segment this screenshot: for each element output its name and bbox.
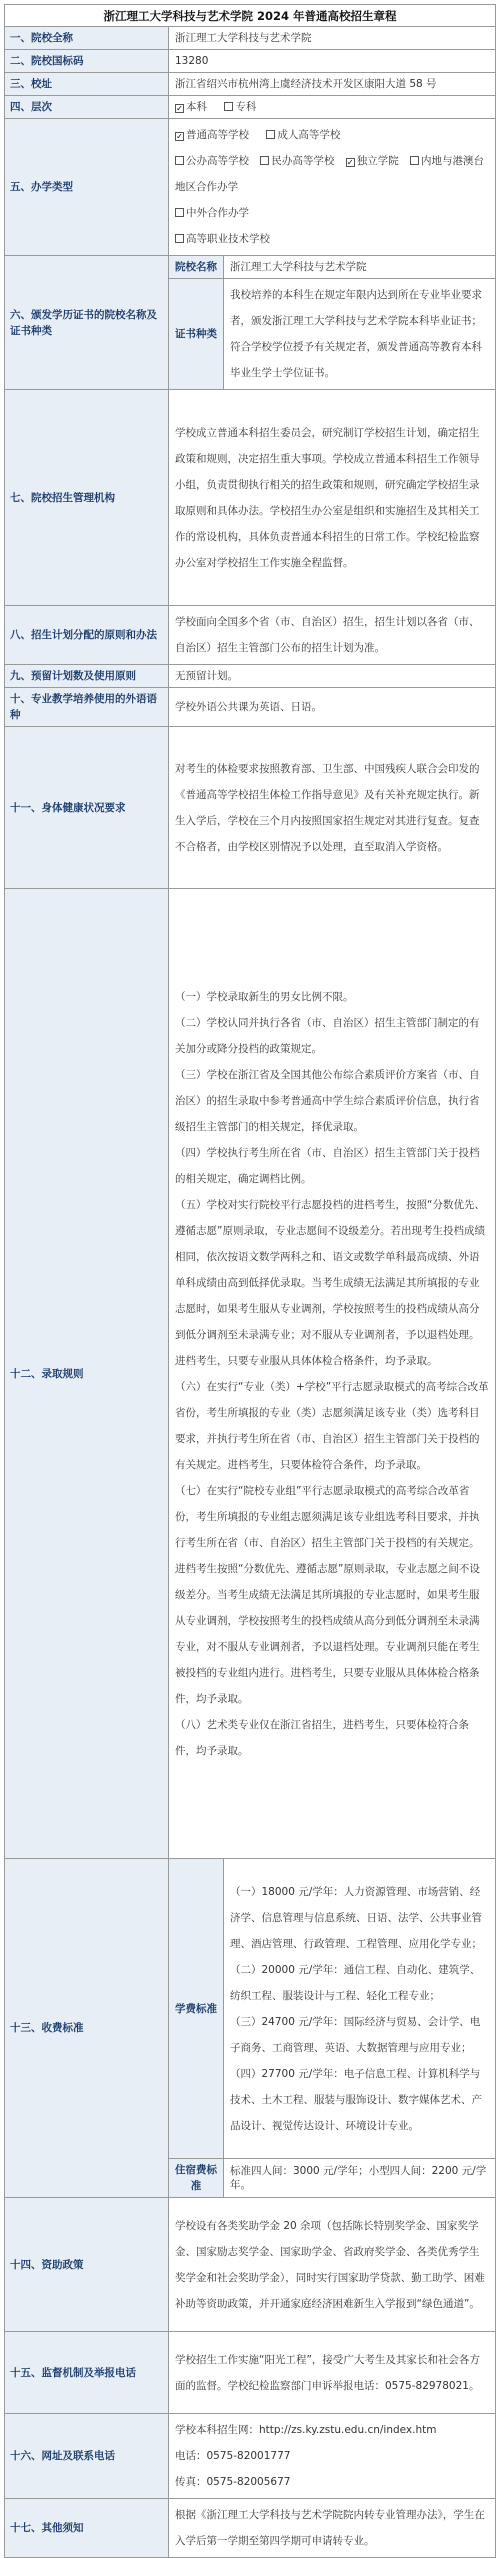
row-label: 二、院校国标码 (5, 50, 169, 73)
checkbox-empty-icon (224, 102, 233, 111)
row-admission-rules (5, 889, 496, 1859)
sub-label: 住宿费标准 (169, 2159, 224, 2198)
checkbox-checked-icon: ✓ (176, 104, 183, 113)
row-label: 十六、网址及联系电话 (5, 2414, 169, 2499)
option-hk-macau-taiwan: 内地与港澳台地区合作办学 (175, 155, 485, 193)
option-sino-foreign: 中外合作办学 (175, 207, 249, 219)
row-supervision (5, 2332, 496, 2414)
sub-value: 标准四人间：3000 元/学年；小型四人间：2200 元/学年。 (224, 2159, 496, 2198)
admission-rules (169, 889, 496, 1859)
rule-paragraph: （六）在实行“专业（类）+学校”平行志愿录取模式的高考综合改革省份，考生所填报的专业（类）志愿须满足该专业（类）选考科目要求，并执行考生所在省（市、自治区）招生主管部门关于投档的有关规定。进档考生，只要体检符合条件，均予录取。 (175, 1380, 489, 1471)
rule-paragraph: （四）学校执行考生所在省（市、自治区）招生主管部门关于投档的相关规定，确定调档比例。 (175, 1146, 480, 1185)
row-label: 七、院校招生管理机构 (5, 390, 169, 606)
option-vocational: 高等职业技术学校 (175, 233, 270, 245)
row-financial-aid (5, 2198, 496, 2332)
row-value: 学校设有各类奖助学金 20 余项（包括陈长特别奖学金、国家奖学金、国家励志奖学金、国家助学金、省政府奖学金、各类优秀学生奖学金和社会奖助学金），同时实行国家助学贷款、勤工助学、困难补助等资助政策，并开通家庭经济困难新生入学报到“绿色通道”。 (169, 2198, 496, 2332)
fax-number: 传真：0575-82005677 (175, 2476, 291, 2488)
row-value: 浙江省绍兴市杭州湾上虞经济技术开发区康阳大道 58 号 (169, 73, 496, 96)
row-health-requirements (5, 727, 496, 889)
row-value: 学校外语公共课为英语、日语。 (169, 688, 496, 727)
row-label: 四、层次 (5, 96, 169, 119)
checkbox-empty-icon (266, 130, 275, 139)
row-other-notes (5, 2499, 496, 2558)
option-junior-college: 专科 (224, 101, 256, 113)
row-school-name (5, 27, 496, 50)
checkbox-checked-icon: ✓ (176, 132, 183, 141)
option-private: 民办高等学校 (260, 155, 334, 167)
row-reserved-plan (5, 665, 496, 688)
rule-paragraph: （五）学校对实行院校平行志愿投档的进档考生，按照“分数优先、遵循志愿”原则录取，专业志愿间不设级差分。若出现考生投档成绩相同，依次按语文数学两科之和、语文或数学单科最高成绩、外语单科成绩由高到低择优录取。当考生成绩无法满足其所填报的专业志愿时，如果考生服从专业调剂，学校按照考生的投档成绩从高分到低分调剂至未录满专业；对不服从专业调剂者，予以退档处理。进档考生，只要专业服从具体体检合格条件，均予录取。 (175, 1198, 485, 1367)
row-value: 13280 (169, 50, 496, 73)
row-value: 学校招生工作实施“阳光工程”，接受广大考生及其家长和社会各方面的监督。学校纪检监察部门申诉举报电话：0575-82978021。 (169, 2332, 496, 2414)
option-public: 公办高等学校 (175, 155, 249, 167)
row-label: 六、颁发学历证书的院校名称及证书种类 (5, 256, 169, 390)
row-label: 一、院校全称 (5, 27, 169, 50)
row-school-type (5, 119, 496, 256)
document-title: 浙江理工大学科技与艺术学院 2024 年普通高校招生章程 (4, 4, 496, 26)
row-label: 十、专业教学培养使用的外语语种 (5, 688, 169, 727)
checkbox-empty-icon (175, 156, 184, 165)
tuition-item: （四）27700 元/学年：电子信息工程、计算机科学与技术、土木工程、服装与服饰设计、数字媒体艺术、产品设计、视觉传达设计、环境设计专业。 (230, 2067, 482, 2132)
row-label: 十一、身体健康状况要求 (5, 727, 169, 889)
row-label: 十四、资助政策 (5, 2198, 169, 2332)
row-value: 学校面向全国多个省（市、自治区）招生，招生计划以各省（市、自治区）招生主管部门公布的招生计划为准。 (169, 606, 496, 665)
rule-paragraph: （二）学校认同并执行各省（市、自治区）招生主管部门制定的有关加分或降分投档的政策规定。 (175, 1016, 480, 1055)
option-adult-higher-ed: 成人高等学校 (266, 129, 340, 141)
row-diploma-issuer (5, 256, 496, 279)
row-foreign-language (5, 688, 496, 727)
tuition-item: （一）18000 元/学年：人力资源管理、市场营销、经济学、信息管理与信息系统、日语、法学、公共事业管理、酒店管理、行政管理、工程管理、应用化学专业； (230, 1885, 482, 1950)
row-admission-office (5, 390, 496, 606)
row-label: 五、办学类型 (5, 119, 169, 256)
row-label: 十七、其他须知 (5, 2499, 169, 2558)
checkbox-empty-icon (175, 234, 184, 243)
phone-number: 电话：0575-82001777 (175, 2450, 291, 2462)
row-label: 十三、收费标准 (5, 1859, 169, 2198)
sub-value: 浙江理工大学科技与艺术学院 (224, 256, 496, 279)
rule-paragraph: （一）学校录取新生的男女比例不限。 (175, 990, 354, 1003)
checkbox-checked-icon: ✓ (346, 158, 354, 167)
row-national-code (5, 50, 496, 73)
charter-table (4, 26, 496, 2558)
row-value: 对考生的体检要求按照教育部、卫生部、中国残疾人联合会印发的《普通高等学校招生体检工作指导意见》及有关补充规定执行。新生入学后，学校在三个月内按照国家招生规定对其进行复查。复查不合格者，由学校区别情况予以处理，直至取消入学资格。 (169, 727, 496, 889)
row-label: 十五、监督机制及举报电话 (5, 2332, 169, 2414)
rule-paragraph: （七）在实行“院校专业组”平行志愿录取模式的高考综合改革省份，考生所填报的专业组志愿须满足该专业组选考科目要求，并执行考生所在省（市、自治区）招生主管部门关于投档的有关规定。进档考生按照“分数优先、遵循志愿”原则录取，专业志愿之间不设级差分。当考生成绩无法满足其所填报的专业志愿时，如果考生服从专业调剂，学校按照考生的投档成绩从高分到低分调剂至未录满专业，对不服从专业调剂者，予以退档处理。专业调剂只能在考生被投档的专业组内进行。进档考生，只要专业服从具体体检合格条件，均予录取。 (175, 1484, 480, 1705)
row-label: 十二、录取规则 (5, 889, 169, 1859)
sub-value: 我校培养的本科生在规定年限内达到所在专业毕业要求者，颁发浙江理工大学科技与艺术学院本科毕业证书；符合学校学位授予有关规定者，颁发普通高等教育本科毕业生学士学位证书。 (224, 279, 496, 390)
row-contact (5, 2414, 496, 2499)
option-undergraduate: ✓ 本科 (176, 101, 207, 113)
contact-info (169, 2414, 496, 2499)
checkbox-empty-icon (260, 156, 269, 165)
option-regular-higher-ed: ✓ 普通高等学校 (176, 129, 249, 141)
checkbox-empty-icon (175, 208, 184, 217)
admission-website-link[interactable]: 学校本科招生网：http://zs.ky.zstu.edu.cn/index.htm (175, 2424, 437, 2436)
tuition-list (224, 1859, 496, 2159)
rule-paragraph: （三）学校在浙江省及全国其他公布综合素质评价方案省（市、自治区）的招生录取中参考普通高中学生综合素质评价信息，执行省级招生主管部门的相关规定，择优录取。 (175, 1068, 480, 1133)
option-independent-college: ✓ 独立学院 (346, 155, 399, 167)
sub-label: 学费标准 (169, 1859, 224, 2159)
row-address (5, 73, 496, 96)
tuition-item: （三）24700 元/学年：国际经济与贸易、会计学、电子商务、工商管理、英语、大数据管理与应用专业； (230, 2015, 481, 2054)
school-type-options (169, 119, 496, 256)
row-tuition (5, 1859, 496, 2159)
row-value: 浙江理工大学科技与艺术学院 (169, 27, 496, 50)
row-level (5, 96, 496, 119)
row-label: 八、招生计划分配的原则和办法 (5, 606, 169, 665)
row-plan-allocation (5, 606, 496, 665)
row-label: 九、预留计划数及使用原则 (5, 665, 169, 688)
rule-paragraph: （八）艺术类专业仅在浙江省招生，进档考生，只要体检符合条件，均予录取。 (175, 1718, 469, 1757)
row-value: 学校成立普通本科招生委员会，研究制订学校招生计划，确定招生政策和规则，决定招生重大事项。学校成立普通本科招生工作领导小组，负责贯彻执行相关的招生政策和规则，研究确定学校招生录取原则和具体办法。学校招生办公室是组织和实施招生及其相关工作的常设机构，具体负责普通本科招生的日常工作。学校纪检监察办公室对学校招生工作实施全程监督。 (169, 390, 496, 606)
row-value: 无预留计划。 (169, 665, 496, 688)
row-label: 三、校址 (5, 73, 169, 96)
level-options (169, 96, 496, 119)
sub-label: 证书种类 (169, 279, 224, 390)
checkbox-empty-icon (410, 156, 419, 165)
sub-label: 院校名称 (169, 256, 224, 279)
tuition-item: （二）20000 元/学年：通信工程、自动化、建筑学、纺织工程、服装设计与工程、轻化工程专业； (230, 1963, 481, 2002)
row-value: 根据《浙江理工大学科技与艺术学院院内转专业管理办法》，学生在入学后第一学期至第四学期可申请转专业。 (169, 2499, 496, 2558)
